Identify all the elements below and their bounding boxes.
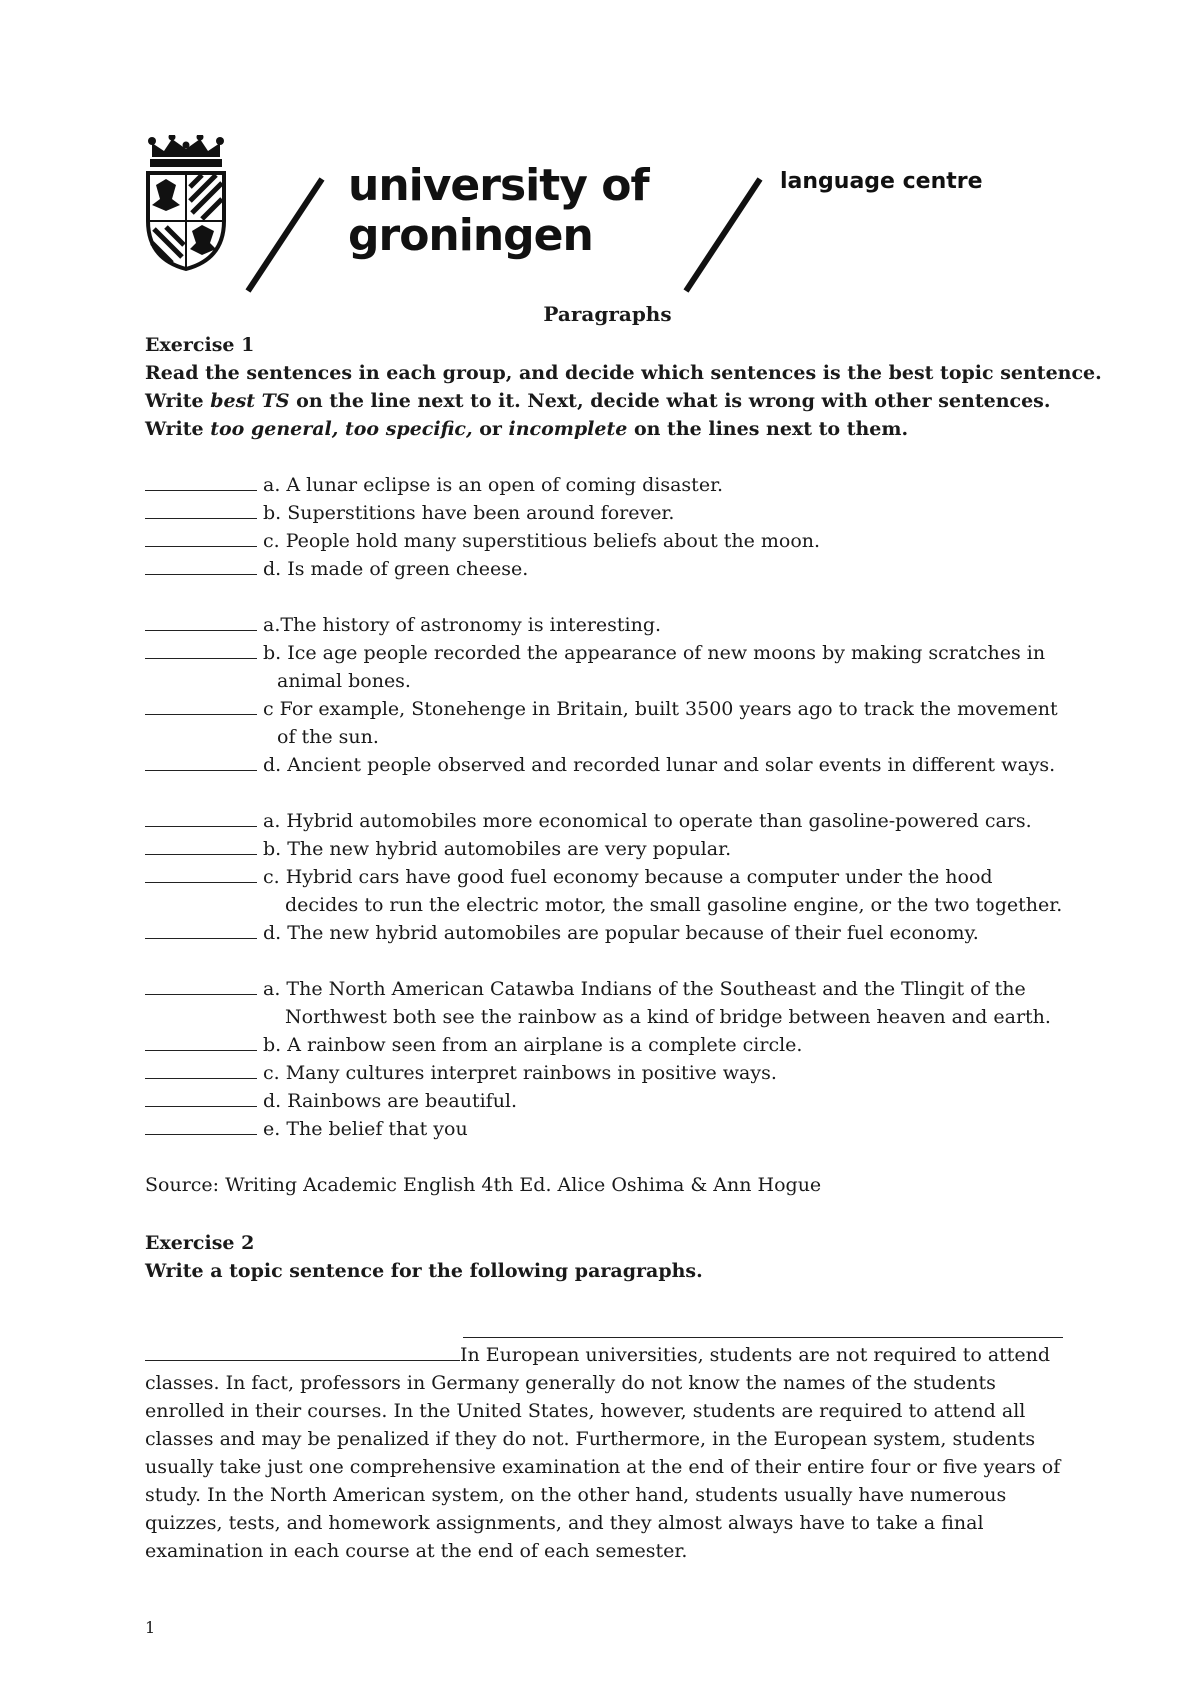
page-title: Paragraphs <box>543 302 672 326</box>
list-item: c. Hybrid cars have good fuel economy because a computer under the hood <box>145 863 1070 891</box>
paragraph-first-line: In European universities, students are not required to attend <box>145 1341 1070 1369</box>
list-item-continuation: decides to run the electric motor, the small gasoline engine, or the two together. <box>285 894 1063 916</box>
answer-blank[interactable] <box>145 1087 257 1107</box>
page-header <box>140 135 1040 275</box>
list-item: b. Superstitions have been around forever. <box>145 499 1070 527</box>
university-name: university of groningen <box>348 160 649 261</box>
list-item: d. Ancient people observed and recorded lunar and solar events in different ways. <box>145 751 1070 779</box>
exercise2-instruction: Write a topic sentence for the following paragraphs. <box>145 1260 703 1282</box>
paragraph-line: classes and may be penalized if they do not. Furthermore, in the European system, students <box>145 1428 1036 1450</box>
source-citation: Source: Writing Academic English 4th Ed. Alice Oshima & Ann Hogue <box>145 1174 822 1196</box>
exercise1-instruction-line3: Write too general, too specific, or incomplete on the lines next to them. <box>145 418 909 440</box>
list-item: b. The new hybrid automobiles are very popular. <box>145 835 1070 863</box>
sentence-group-4 <box>145 975 1070 1143</box>
document-body <box>145 300 1102 1565</box>
exercise2 <box>145 1229 1070 1285</box>
list-item-continuation: of the sun. <box>277 726 379 748</box>
list-item: a. The North American Catawba Indians of the Southeast and the Tlingit of the <box>145 975 1070 1003</box>
answer-blank[interactable] <box>145 835 257 855</box>
divider-slash-icon <box>678 175 768 295</box>
list-item: d. Is made of green cheese. <box>145 555 1070 583</box>
answer-blank[interactable] <box>145 1059 257 1079</box>
answer-blank[interactable] <box>145 639 257 659</box>
department-name: language centre <box>780 169 983 194</box>
paragraph-line: usually take just one comprehensive examination at the end of their entire four or five years of <box>145 1456 1061 1478</box>
sentence-group-3 <box>145 807 1070 947</box>
list-item-continuation: Northwest both see the rainbow as a kind of bridge between heaven and earth. <box>285 1006 1051 1028</box>
list-item: c For example, Stonehenge in Britain, built 3500 years ago to track the movement <box>145 695 1070 723</box>
answer-blank[interactable] <box>145 975 257 995</box>
list-item: c. Many cultures interpret rainbows in positive ways. <box>145 1059 1070 1087</box>
exercise1-instruction-line2: Write best TS on the line next to it. Next, decide what is wrong with other sentences. <box>145 390 1051 412</box>
answer-blank[interactable] <box>145 555 257 575</box>
answer-blank[interactable] <box>145 527 257 547</box>
university-crest-icon <box>142 135 230 271</box>
answer-blank[interactable] <box>145 919 257 939</box>
answer-blank[interactable] <box>145 499 257 519</box>
sentence-group-1 <box>145 471 1070 583</box>
answer-blank[interactable] <box>145 751 257 771</box>
list-item: a. Hybrid automobiles more economical to operate than gasoline-powered cars. <box>145 807 1070 835</box>
topic-sentence-blank[interactable] <box>145 1342 460 1361</box>
page-number: 1 <box>145 1618 156 1637</box>
list-item-continuation: animal bones. <box>277 670 411 692</box>
exercise1-heading: Exercise 1 <box>145 334 255 356</box>
list-item: a.The history of astronomy is interesting. <box>145 611 1070 639</box>
answer-blank[interactable] <box>145 807 257 827</box>
list-item: a. A lunar eclipse is an open of coming disaster. <box>145 471 1070 499</box>
paragraph-line: classes. In fact, professors in Germany generally do not know the names of the students <box>145 1372 996 1394</box>
list-item: d. The new hybrid automobiles are popular because of their fuel economy. <box>145 919 1070 947</box>
answer-blank[interactable] <box>145 1115 257 1135</box>
list-item: b. Ice age people recorded the appearance of new moons by making scratches in <box>145 639 1070 667</box>
exercise2-paragraph <box>145 1341 1070 1565</box>
answer-blank[interactable] <box>145 863 257 883</box>
list-item: c. People hold many superstitious beliefs about the moon. <box>145 527 1070 555</box>
answer-blank[interactable] <box>145 471 257 491</box>
paragraph-line: examination in each course at the end of each semester. <box>145 1540 688 1562</box>
divider-slash-icon <box>240 175 330 295</box>
answer-blank[interactable] <box>145 695 257 715</box>
list-item: d. Rainbows are beautiful. <box>145 1087 1070 1115</box>
sentence-group-2 <box>145 611 1070 779</box>
list-item: b. A rainbow seen from an airplane is a complete circle. <box>145 1031 1070 1059</box>
paragraph-line: enrolled in their courses. In the United States, however, students are required to attend all <box>145 1400 1026 1422</box>
paragraph-line: study. In the North American system, on the other hand, students usually have numerous <box>145 1484 1007 1506</box>
list-item: e. The belief that you <box>145 1115 1070 1143</box>
topic-sentence-line[interactable] <box>463 1337 1063 1338</box>
exercise2-heading: Exercise 2 <box>145 1232 255 1254</box>
answer-blank[interactable] <box>145 611 257 631</box>
exercise1-instruction-line1: Read the sentences in each group, and decide which sentences is the best topic sentence. <box>145 362 1102 384</box>
answer-blank[interactable] <box>145 1031 257 1051</box>
paragraph-line: quizzes, tests, and homework assignments, and they almost always have to take a final <box>145 1512 984 1534</box>
